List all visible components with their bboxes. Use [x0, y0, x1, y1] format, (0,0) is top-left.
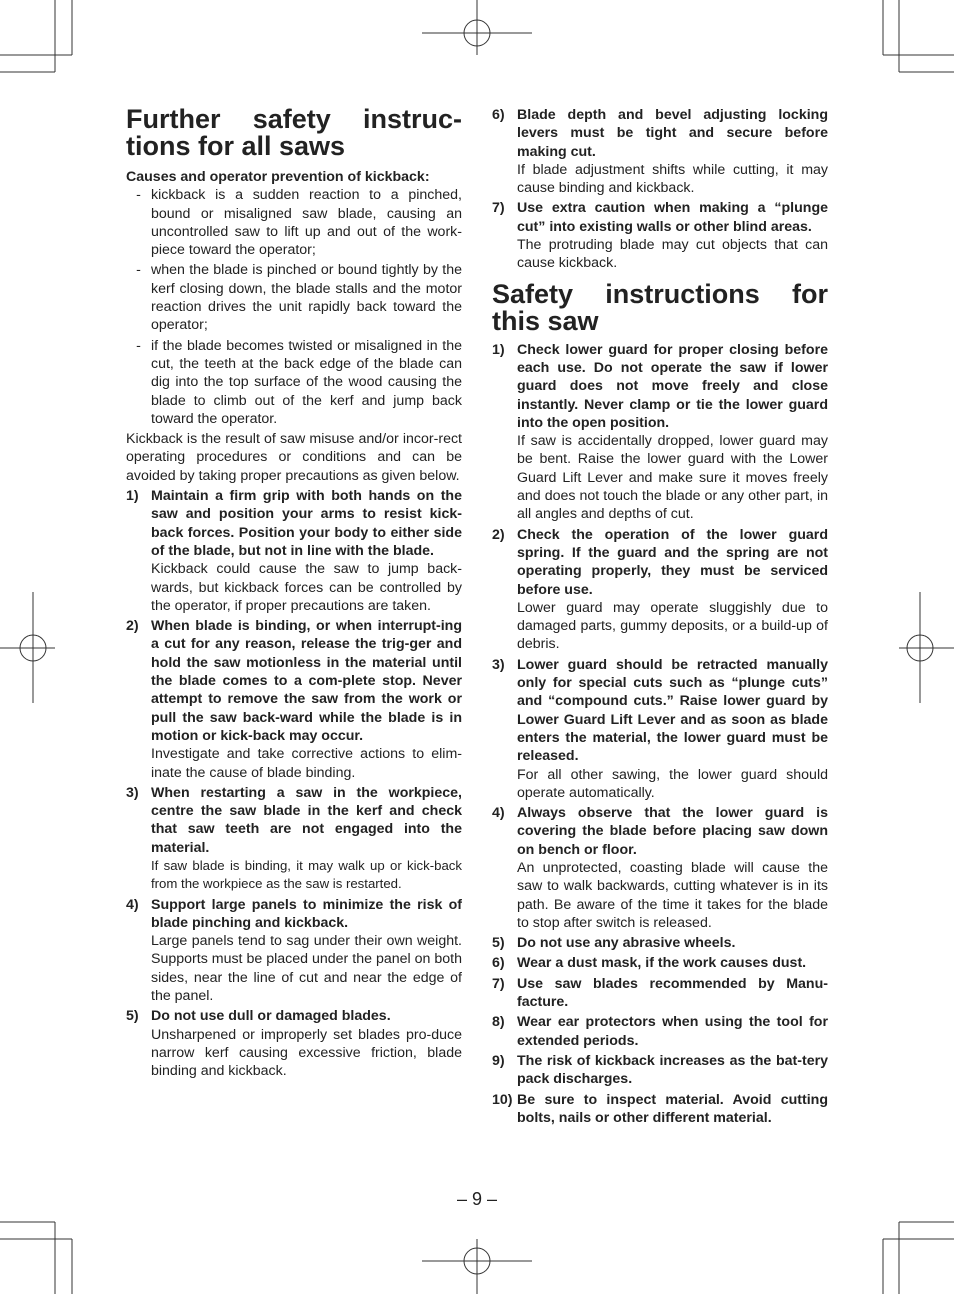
dash-marker: - [136, 187, 141, 204]
item-number: 1) [126, 488, 139, 505]
item-number: 3) [126, 784, 139, 801]
list-item [492, 1013, 828, 1050]
item-heading: Do not use dull or damaged blades. [151, 1008, 391, 1025]
list-item [492, 804, 828, 932]
list-item [492, 1052, 828, 1089]
list-item [126, 617, 462, 782]
item-number: 10) [492, 1091, 513, 1108]
item-number: 9) [492, 1052, 505, 1069]
dash-text: when the blade is pinched or bound tightly by the kerf closing down, the blade stalls and the motor reaction drives the unit rapidly back toward the operator; [151, 262, 462, 334]
item-number: 7) [492, 200, 505, 217]
list-item [492, 1091, 828, 1128]
item-number: 2) [492, 526, 505, 543]
section-title-safety-this-saw-line2 [492, 305, 828, 336]
dash-item [126, 337, 462, 428]
item-heading: Blade depth and bevel adjusting locking levers must be tight and secure before making cut. [517, 107, 828, 160]
item-number: 4) [126, 896, 139, 913]
item-heading: Wear a dust mask, if the work causes dust. [517, 955, 807, 972]
list-item [492, 954, 828, 972]
item-heading: When blade is binding, or when interrupt-ing a cut for any reason, release the trig-ger and hold the saw motionless in the material until the blade comes to a com-plete stop. Never attempt to remove the saw from the work or pull the saw back-ward while the blade is in motion or kick-back may occur. [151, 618, 462, 744]
item-description: Unsharpened or improperly set blades pro-duce narrow kerf causing excessive friction, blade binding and kickback. [151, 1026, 462, 1080]
list-item [126, 896, 462, 1006]
section-title-further-safety [126, 106, 462, 133]
section-title-safety-this-saw [492, 278, 828, 309]
item-number: 7) [492, 975, 505, 992]
item-number: 2) [126, 618, 139, 635]
item-heading: Use extra caution when making a “plunge cut” into existing walls or other blind areas. [517, 200, 828, 235]
right-column [492, 106, 828, 1129]
list-item [492, 934, 828, 952]
item-description: Lower guard may operate sluggishly due to damaged parts, gummy deposits, or a build-up of debris. [517, 599, 828, 653]
item-description: The protruding blade may cut objects that can cause kickback. [517, 237, 828, 272]
item-heading: Check the operation of the lower guard spring. If the guard and the spring are not operating properly, they must be serviced before use. [517, 526, 828, 598]
list-item [492, 106, 828, 197]
list-item [492, 341, 828, 524]
item-description: If blade adjustment shifts while cutting, it may cause binding and kickback. [517, 161, 828, 197]
title-line-1: Further safety instruc- [126, 104, 462, 134]
item-description: For all other sawing, the lower guard should operate automatically. [517, 766, 828, 801]
item-heading: The risk of kickback increases as the bat-tery pack discharges. [517, 1052, 828, 1088]
dash-text: if the blade becomes twisted or misaligned in the cut, the teeth at the back edge of the blade can dig into the top surface of the wood causing the blade to climb out of the kerf and jump back toward the operator. [151, 337, 462, 427]
item-heading: Lower guard should be retracted manually only for special cuts such as “plunge cuts” and “compound cuts.” Raise lower guard by Lower Guard Lift Lever and as soon as blade enters the material, the lower guard must be released. [517, 656, 828, 765]
item-heading: Wear ear protectors when using the tool for extended periods. [517, 1014, 828, 1049]
dash-marker: - [136, 262, 141, 279]
dash-marker: - [136, 337, 141, 354]
item-heading: Check lower guard for proper closing before each use. Do not operate the saw if lower guard does not move freely and close instantly. Never clamp or tie the lower guard into the open position. [517, 341, 828, 431]
item-number: 1) [492, 341, 505, 358]
item-heading: Maintain a firm grip with both hands on the saw and position your arms to resist kick-back forces. Position your body to either side of the blade, but not in line with the blade. [151, 488, 462, 559]
item-number: 3) [492, 656, 505, 673]
dash-item [126, 261, 462, 334]
list-item [126, 1007, 462, 1080]
list-item [126, 487, 462, 615]
title-line-2: this saw [492, 305, 599, 336]
dash-text: kickback is a sudden reaction to a pinched, bound or misaligned saw blade, causing an uncontrolled saw to lift up and out of the work-piece toward the operator; [151, 187, 462, 259]
item-heading: Be sure to inspect material. Avoid cutting bolts, nails or other different material. [517, 1091, 828, 1126]
item-heading: When restarting a saw in the workpiece, centre the saw blade in the kerf and check that saw teeth are not engaged into the material. [151, 784, 462, 856]
page-number: – 9 – [456, 1189, 498, 1209]
item-description: Kickback could cause the saw to jump back-wards, but kickback forces can be controlled by the operator, if proper precautions are taken. [151, 561, 462, 614]
list-item [492, 526, 828, 654]
item-heading: Support large panels to minimize the risk of blade pinching and kickback. [151, 896, 462, 931]
item-description: Large panels tend to sag under their own weight. Supports must be placed under the panel on both sides, near the line of cut and near the edge of the panel. [151, 933, 462, 1005]
item-heading: Always observe that the lower guard is covering the blade before placing saw down on bench or floor. [517, 805, 828, 858]
list-item [492, 975, 828, 1012]
subheading-kickback: Causes and operator prevention of kickback: [126, 169, 430, 185]
item-number: 8) [492, 1014, 505, 1031]
item-description: An unprotected, coasting blade will cause the saw to walk backwards, cutting whatever is in its path. Be aware of the time it takes for the blade to stop after switch is released. [517, 859, 828, 931]
item-number: 5) [126, 1008, 139, 1025]
dash-item [126, 186, 462, 259]
section-title-further-safety-line2 [126, 133, 462, 160]
item-number: 4) [492, 805, 505, 822]
item-number: 5) [492, 935, 505, 952]
item-number: 6) [492, 955, 505, 972]
item-heading: Do not use any abrasive wheels. [517, 935, 736, 952]
list-item [492, 199, 828, 272]
list-item [492, 656, 828, 802]
list-item [126, 784, 462, 894]
left-column [126, 106, 462, 1083]
title-line-2: tions for all saws [126, 131, 346, 161]
item-number: 6) [492, 107, 505, 123]
item-description: If saw is accidentally dropped, lower guard may be bent. Raise the lower guard with the Lower Guard Lift Lever and make sure it moves freely and does not touch the blade or any other part, in all angles and depths of cut. [517, 433, 828, 523]
kickback-paragraph: Kickback is the result of saw misuse and/or incor-rect operating procedures or conditions and can be avoided by taking proper precautions as given below. [126, 431, 462, 484]
title-line-1: Safety instructions for [492, 278, 828, 309]
item-heading: Use saw blades recommended by Manu-facture. [517, 975, 828, 1011]
item-description: Investigate and take corrective actions to elim-inate the cause of blade binding. [151, 746, 462, 781]
item-description: If saw blade is binding, it may walk up or kick-back from the workpiece as the saw is restarted. [151, 857, 462, 892]
